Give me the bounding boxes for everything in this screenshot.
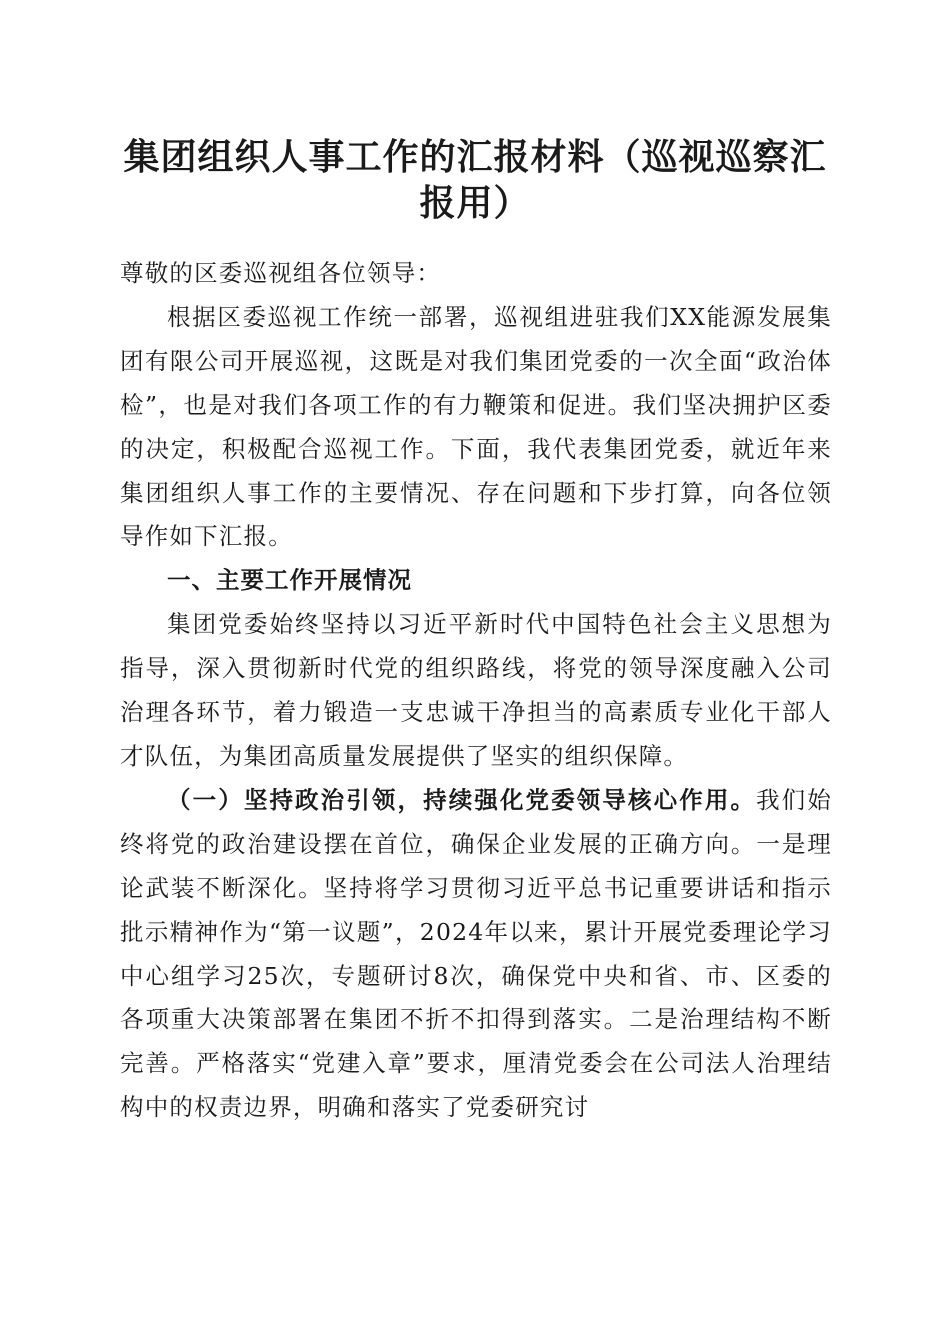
document-title: 集团组织人事工作的汇报材料（巡视巡察汇报用） (123, 136, 827, 224)
section-paragraph: 集团党委始终坚持以习近平新时代中国特色社会主义思想为指导，深入贯彻新时代党的组织路线，将党的领导深度融入公司治理各环节，着力锻造一支忠诚干净担当的高素质专业化干部人才队伍，为集团高质量发展提供了坚实的组织保障。 (120, 610, 832, 770)
salutation: 尊敬的区委巡视组各位领导： (120, 259, 442, 287)
subsection-text: 我们始终将党的政治建设摆在首位，确保企业发展的正确方向。一是理论武装不断深化。坚持将学习贯彻习近平总书记重要讲话和指示批示精神作为“第一议题”，2024年以来，累计开展党委理论学习中心组学习25次，专题研讨8次，确保党中央和省、市、区委的各项重大决策部署在集团不折不扣得到落实。二是治理结构不断完善。严格落实“党建入章”要求，厘清党委会在公司法人治理结构中的权责边界，明确和落实了党委研究讨 (120, 785, 832, 1122)
subsection-paragraph (120, 779, 832, 1130)
document-body (120, 252, 832, 1130)
subsection-heading: （一）坚持政治引领，持续强化党委领导核心作用。 (167, 785, 757, 814)
section-heading: 一、主要工作开展情况 (167, 566, 412, 595)
intro-paragraph: 根据区委巡视工作统一部署，巡视组进驻我们XX能源发展集团有限公司开展巡视，这既是对我们集团党委的一次全面“政治体检”，也是对我们各项工作的有力鞭策和促进。我们坚决拥护区委的决定，积极配合巡视工作。下面，我代表集团党委，就近年来集团组织人事工作的主要情况、存在问题和下步打算，向各位领导作如下汇报。 (120, 302, 832, 551)
